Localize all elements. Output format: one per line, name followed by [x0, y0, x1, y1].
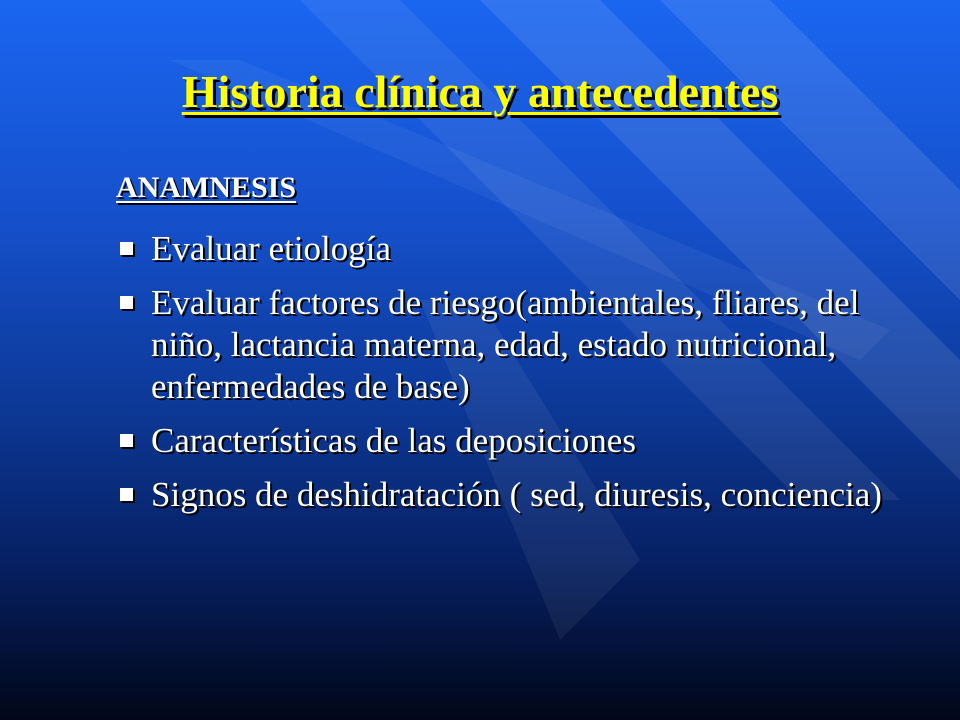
list-item-text: Evaluar factores de riesgo(ambientales, fliares, del niño, lactancia materna, edad, estado nutricional, enfermedades de base) — [151, 283, 860, 406]
list-item — [116, 228, 896, 270]
square-bullet-icon — [120, 242, 133, 255]
list-item-text: Signos de deshidratación ( sed, diuresis, conciencia) — [151, 475, 882, 514]
list-item — [116, 420, 896, 462]
list-item — [116, 474, 896, 516]
bullet-list — [116, 228, 896, 528]
list-item — [116, 282, 896, 408]
square-bullet-icon — [120, 434, 133, 447]
list-item-text: Características de las deposiciones — [151, 421, 636, 460]
slide-title: Historia clínica y antecedentes — [181, 66, 779, 117]
square-bullet-icon — [120, 488, 133, 501]
section-heading: ANAMNESIS — [116, 171, 297, 204]
list-item-text: Evaluar etiología — [151, 229, 392, 268]
square-bullet-icon — [120, 296, 133, 309]
